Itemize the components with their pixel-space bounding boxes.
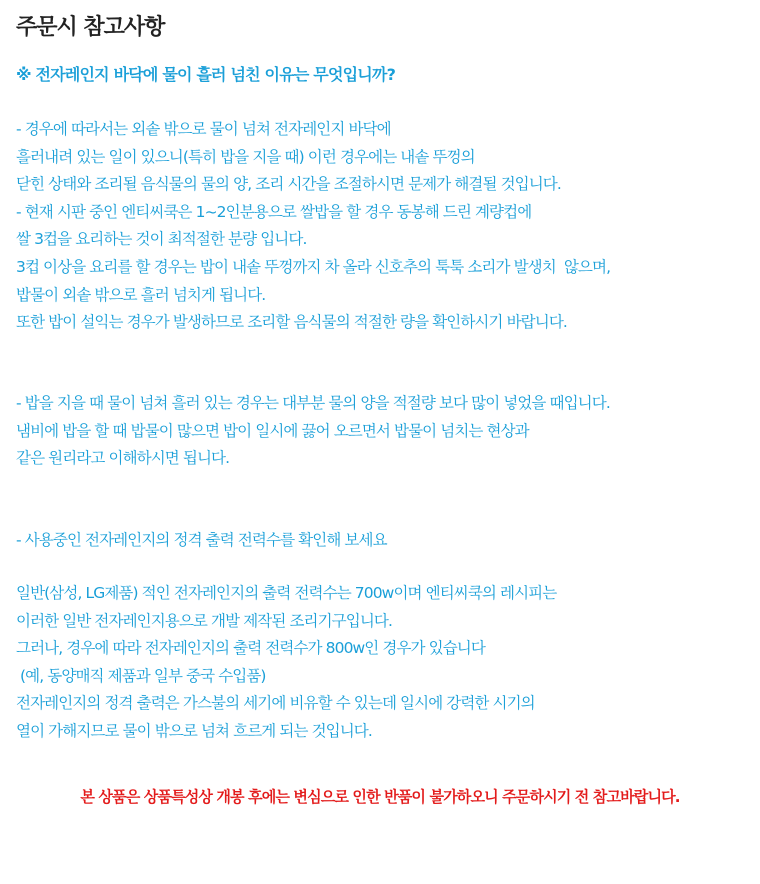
answer-section-power-check: [16, 527, 751, 555]
return-policy-notice: 본 상품은 상품특성상 개봉 후에는 변심으로 인한 반품이 불가하오니 주문하시기 전 참고바랍니다.: [80, 788, 680, 806]
paragraph-line: - 사용중인 전자레인지의 정격 출력 전력수를 확인해 보세요: [16, 531, 387, 549]
paragraph-line: 냄비에 밥을 할 때 밥물이 많으면 밥이 일시에 끓어 오르면서 밥물이 넘치는 현상과: [16, 421, 529, 440]
paragraph-line: 이러한 일반 전자레인지용으로 개발 제작된 조리기구입니다.: [16, 611, 392, 630]
answer-section-overflow-cause: [16, 116, 751, 337]
faq-question: ※ 전자레인지 바닥에 물이 흘러 넘친 이유는 무엇입니까?: [16, 65, 396, 84]
paragraph-line: 흘러내려 있는 일이 있으니(특히 밥을 지을 때) 이런 경우에는 내솥 뚜껑의: [16, 147, 475, 166]
paragraph-line: 닫힌 상태와 조리될 음식물의 물의 양, 조리 시간을 조절하시면 문제가 해결될 것입니다.: [16, 175, 561, 194]
paragraph-line: 또한 밥이 설익는 경우가 발생하므로 조리할 음식물의 적절한 량을 확인하시기 바랍니다.: [16, 313, 567, 332]
paragraph-line: 일반(삼성, LG제품) 적인 전자레인지의 출력 전력수는 700w이며 엔티씨쿡의 레시피는: [16, 584, 557, 602]
paragraph-line: 밥물이 외솥 밖으로 흘러 넘치게 됩니다.: [16, 285, 266, 304]
paragraph-line: - 밥을 지을 때 물이 넘쳐 흘러 있는 경우는 대부분 물의 양을 적절량 보다 많이 넣었을 때입니다.: [16, 394, 610, 412]
paragraph-line: (예, 동양매직 제품과 일부 중국 수입품): [16, 666, 266, 685]
paragraph-line: - 경우에 따라서는 외솥 밖으로 물이 넘쳐 전자레인지 바닥에: [16, 120, 391, 138]
page-title: 주문시 참고사항: [16, 15, 165, 40]
paragraph-line: 같은 원리라고 이해하시면 됩니다.: [16, 449, 230, 468]
paragraph-line: 그러나, 경우에 따라 전자레인지의 출력 전력수가 800w인 경우가 있습니다: [16, 639, 485, 658]
answer-section-power-detail: [16, 580, 751, 746]
paragraph-line: 열이 가해지므로 물이 밖으로 넘쳐 흐르게 되는 것입니다.: [16, 721, 372, 740]
paragraph-line: 3컵 이상을 요리를 할 경우는 밥이 내솥 뚜껑까지 차 올라 신호추의 툭툭 소리가 발생치 않으며,: [16, 257, 611, 276]
paragraph-line: 쌀 3컵을 요리하는 것이 최적절한 분량 입니다.: [16, 230, 307, 249]
answer-section-water-amount: [16, 390, 751, 473]
paragraph-line: 전자레인지의 정격 출력은 가스불의 세기에 비유할 수 있는데 일시에 강력한 시기의: [16, 694, 535, 713]
paragraph-line: - 현재 시판 중인 엔티씨쿡은 1~2인분용으로 쌀밥을 할 경우 동봉해 드린 계량컵에: [16, 202, 532, 221]
